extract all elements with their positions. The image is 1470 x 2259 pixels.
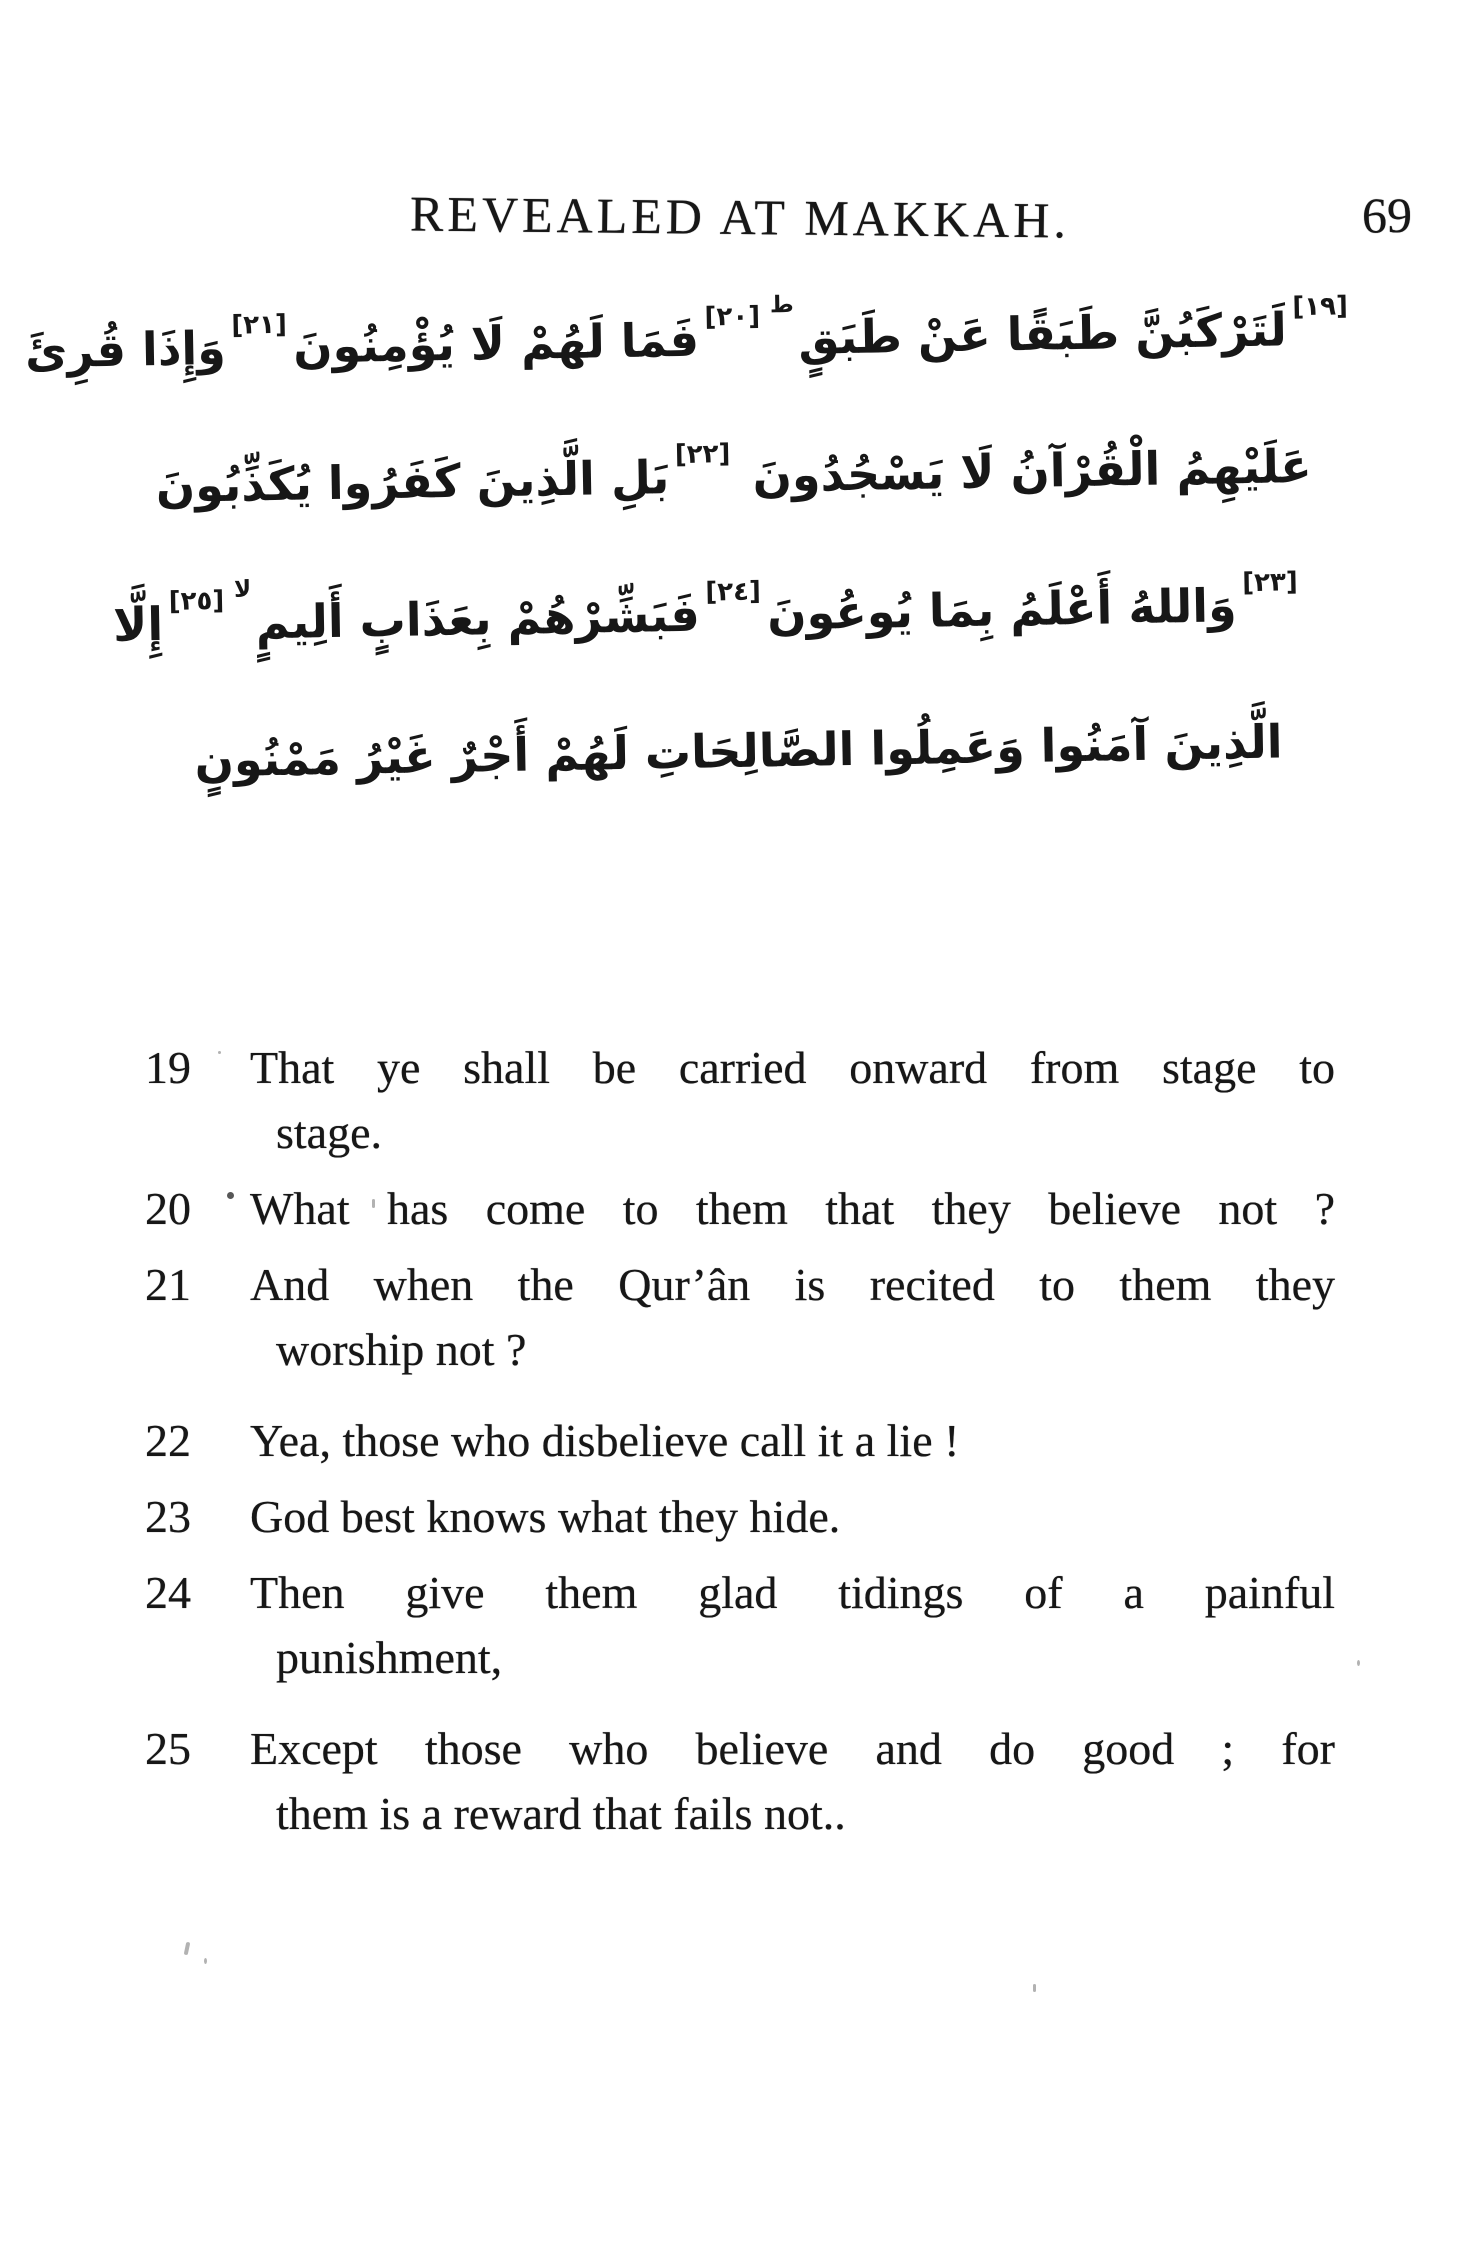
verse-line: Except those who believe and do good ; for bbox=[250, 1723, 1335, 1775]
running-head bbox=[145, 0, 1335, 266]
verse-19 bbox=[145, 1035, 1335, 1165]
arabic-line-2 bbox=[110, 430, 1357, 523]
verse-ref-marker: [٢٤] bbox=[705, 576, 762, 608]
arabic-text: وَإِذَا قُرِئَ bbox=[24, 320, 227, 379]
verse-ref-marker: [٢٠] bbox=[704, 301, 761, 333]
verse-line: them is a reward that fails not.. bbox=[276, 1788, 846, 1840]
verse-line: Then give them glad tidings of a painful bbox=[250, 1567, 1335, 1619]
verse-text bbox=[250, 1560, 1335, 1690]
arabic-segment bbox=[194, 706, 1283, 796]
arabic-segment bbox=[798, 293, 1355, 374]
arabic-segment bbox=[24, 309, 294, 388]
pause-mark: لا bbox=[233, 576, 252, 603]
verse-number: 19 bbox=[145, 1042, 191, 1094]
verse-text bbox=[250, 1484, 1335, 1549]
verse-ref-marker: [٢١] bbox=[231, 309, 288, 341]
arabic-text: الَّذِينَ آمَنُوا وَعَمِلُوا الصَّالِحَاتِ لَهُمْ أَجْرٌ غَيْرُ مَمْنُونٍ bbox=[194, 714, 1284, 788]
verse-ref-marker: [٢٥] bbox=[168, 585, 225, 617]
verse-line: stage. bbox=[276, 1107, 383, 1159]
verse-line: That ye shall be carried onward from stage to bbox=[250, 1042, 1335, 1094]
arabic-segment bbox=[255, 578, 768, 658]
verse-line: What has come to them that they believe not ? bbox=[250, 1183, 1335, 1235]
scan-speck bbox=[1033, 1984, 1036, 1992]
arabic-text: إِلَّا bbox=[112, 596, 164, 652]
verse-25 bbox=[145, 1716, 1335, 1846]
scan-speck bbox=[184, 1942, 191, 1956]
verse-number: 23 bbox=[145, 1491, 191, 1543]
verse-number: 20 bbox=[145, 1183, 191, 1235]
arabic-segment bbox=[766, 566, 1305, 650]
verse-text bbox=[250, 1252, 1335, 1382]
verse-22 bbox=[145, 1408, 1335, 1473]
verse-ref-marker: [٢٣] bbox=[1241, 566, 1298, 598]
verse-line: worship not ? bbox=[276, 1324, 527, 1376]
verse-text bbox=[250, 1408, 1335, 1473]
arabic-text: وَاللهُ أَعْلَمُ بِمَا يُوعُونَ bbox=[766, 577, 1238, 641]
verse-line: God best knows what they hide. bbox=[250, 1491, 841, 1543]
verse-text bbox=[250, 1716, 1335, 1846]
verse-number: 22 bbox=[145, 1415, 191, 1467]
scan-speck bbox=[372, 1199, 375, 1208]
verse-ref-marker: [٢٢] bbox=[674, 439, 731, 471]
arabic-segment bbox=[292, 291, 799, 383]
pause-mark: ط bbox=[769, 291, 794, 319]
verse-number: 25 bbox=[145, 1723, 191, 1775]
arabic-line-1 bbox=[24, 291, 1355, 386]
page-title: REVEALED AT MAKKAH. bbox=[409, 185, 1071, 249]
verse-text bbox=[250, 1035, 1335, 1165]
verse-number: 24 bbox=[145, 1567, 191, 1619]
scan-speck bbox=[218, 1051, 221, 1054]
verse-number: 21 bbox=[145, 1259, 191, 1311]
scan-speck bbox=[227, 1192, 234, 1199]
arabic-text: فَبَشِّرْهُمْ بِعَذَابٍ أَلِيمٍ bbox=[255, 587, 701, 649]
arabic-segment bbox=[112, 576, 256, 661]
scan-speck bbox=[1357, 1660, 1360, 1666]
scan-speck bbox=[204, 1958, 207, 1964]
translation-block bbox=[145, 1035, 1335, 1846]
verse-line: punishment, bbox=[276, 1632, 503, 1684]
arabic-line-3 bbox=[113, 568, 1360, 661]
arabic-text: بَلِ الَّذِينَ كَفَرُوا يُكَذِّبُونَ bbox=[155, 450, 670, 514]
verse-20 bbox=[145, 1176, 1335, 1241]
arabic-line-4 bbox=[115, 705, 1362, 798]
verse-line: And when the Qur’ân is recited to them they bbox=[250, 1259, 1335, 1311]
arabic-text: لَتَرْكَبُنَّ طَبَقًا عَنْ طَبَقٍ bbox=[797, 302, 1288, 365]
verse-24 bbox=[145, 1560, 1335, 1690]
verse-21 bbox=[145, 1252, 1335, 1382]
arabic-verse-block bbox=[24, 291, 1362, 798]
verse-text bbox=[250, 1176, 1335, 1241]
arabic-segment bbox=[155, 441, 737, 522]
arabic-text: عَلَيْهِمُ الْقُرْآنُ لَا يَسْجُدُونَ bbox=[752, 439, 1313, 503]
arabic-text: فَمَا لَهُمْ لَا يُؤْمِنُونَ bbox=[292, 312, 700, 374]
verse-23 bbox=[145, 1484, 1335, 1549]
verse-line: Yea, those who disbelieve call it a lie ! bbox=[250, 1415, 960, 1467]
arabic-segment bbox=[752, 431, 1312, 512]
page-number: 69 bbox=[1362, 187, 1412, 243]
verse-ref-marker: [١٩] bbox=[1292, 291, 1349, 323]
